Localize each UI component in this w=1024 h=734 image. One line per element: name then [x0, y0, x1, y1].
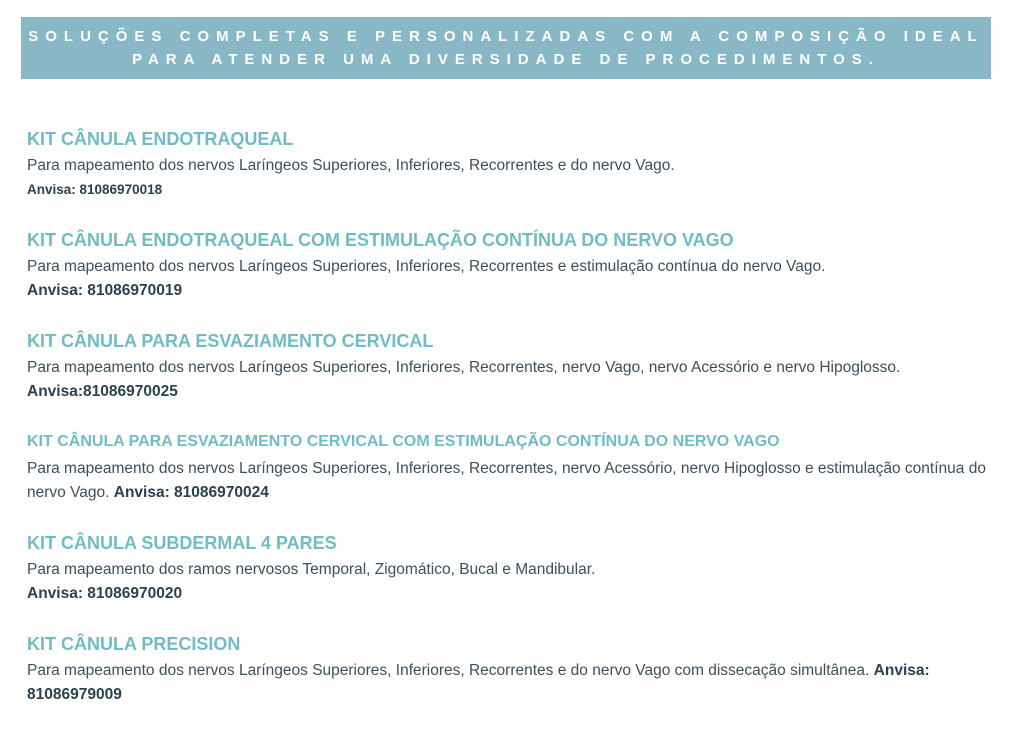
kit-title: KIT CÂNULA ENDOTRAQUEAL [27, 129, 294, 149]
kit-description [27, 154, 987, 202]
header-banner [21, 17, 991, 79]
kit-list [27, 128, 987, 734]
anvisa-number: Anvisa: 81086970019 [27, 282, 183, 299]
kit-item [27, 128, 987, 202]
kit-title: KIT CÂNULA ENDOTRAQUEAL COM ESTIMULAÇÃO CONTÍNUA DO NERVO VAGO [27, 230, 734, 250]
kit-description [27, 255, 987, 303]
kit-title: KIT CÂNULA SUBDERMAL 4 PARES [27, 533, 337, 553]
kit-description-text: Para mapeamento dos nervos Laríngeos Superiores, Inferiores, Recorrentes e do nervo Vago. [27, 157, 675, 174]
kit-title: KIT CÂNULA PRECISION [27, 634, 241, 654]
kit-item [27, 431, 987, 505]
anvisa-number: Anvisa: 81086970024 [113, 484, 269, 501]
kit-item [27, 532, 987, 606]
anvisa-number: Anvisa: 81086970018 [27, 182, 163, 197]
kit-item [27, 633, 987, 707]
anvisa-number: Anvisa:81086970025 [27, 383, 178, 400]
anvisa-number: Anvisa: 81086970020 [27, 585, 183, 602]
kit-title: KIT CÂNULA PARA ESVAZIAMENTO CERVICAL COM ESTIMULAÇÃO CONTÍNUA DO NERVO VAGO [27, 433, 780, 450]
anvisa-number: Anvisa: 81086979009 [27, 662, 930, 703]
kit-description-text: Para mapeamento dos ramos nervosos Temporal, Zigomático, Bucal e Mandibular. [27, 561, 596, 578]
kit-description [27, 356, 987, 404]
kit-description [27, 457, 987, 505]
kit-description [27, 659, 987, 707]
kit-description-text: Para mapeamento dos nervos Laríngeos Superiores, Inferiores, Recorrentes e do nervo Vago com dissecação simultânea. [27, 662, 870, 679]
banner-line-2: PARA ATENDER UMA DIVERSIDADE DE PROCEDIMENTOS. [132, 51, 880, 68]
banner-line-1: SOLUÇÕES COMPLETAS E PERSONALIZADAS COM A COMPOSIÇÃO IDEAL [28, 28, 984, 45]
kit-description [27, 558, 987, 606]
kit-title: KIT CÂNULA PARA ESVAZIAMENTO CERVICAL [27, 331, 434, 351]
kit-description-text: Para mapeamento dos nervos Laríngeos Superiores, Inferiores, Recorrentes e estimulação contínua do nervo Vago. [27, 258, 826, 275]
kit-description-text: Para mapeamento dos nervos Laríngeos Superiores, Inferiores, Recorrentes, nervo Acessório, nervo Hipoglosso e estimulação contínua do nervo Vago. [27, 460, 986, 501]
kit-item [27, 330, 987, 404]
kit-description-text: Para mapeamento dos nervos Laríngeos Superiores, Inferiores, Recorrentes, nervo Vago, nervo Acessório e nervo Hipoglosso. [27, 359, 901, 376]
kit-item [27, 229, 987, 303]
